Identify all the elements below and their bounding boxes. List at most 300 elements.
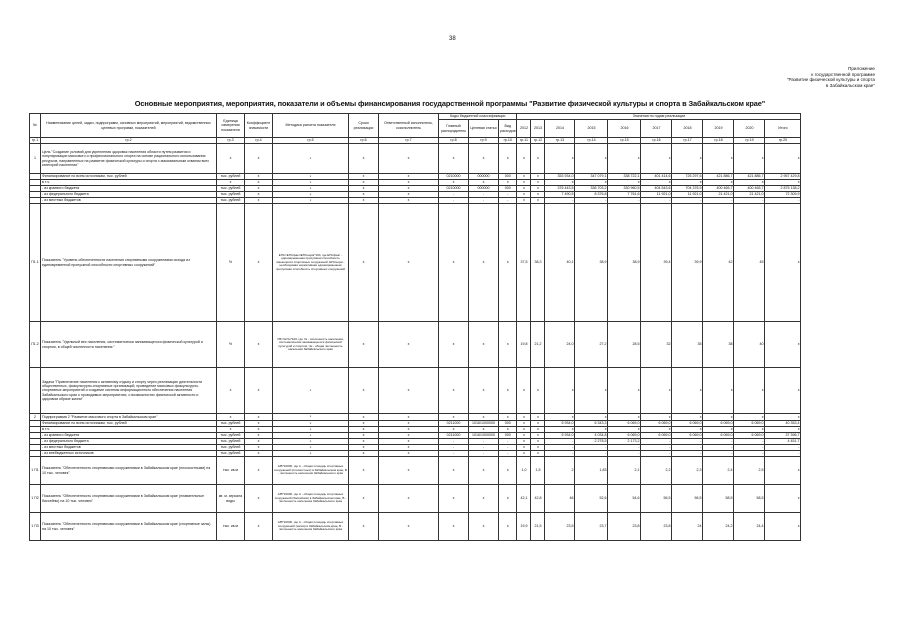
table-cell: х: [245, 192, 273, 198]
table-cell: х: [245, 421, 273, 427]
table-cell: -: [608, 198, 641, 204]
table-cell: х: [672, 414, 703, 421]
column-number: гр.5: [273, 138, 349, 144]
table-cell: х: [349, 513, 379, 541]
table-cell: 40,1: [545, 204, 575, 322]
table-cell: х: [379, 192, 439, 198]
table-cell: х: [379, 368, 439, 414]
table-cell: х: [349, 421, 379, 427]
table-cell: х: [439, 485, 469, 513]
header-year: 2012: [517, 120, 531, 138]
table-cell: 6 069,0: [641, 421, 672, 427]
table-cell: х: [379, 451, 439, 457]
table-cell: 4 451,7: [765, 439, 801, 445]
table-cell: 0210000: [439, 186, 469, 192]
table-row: [30, 322, 801, 368]
table-cell: х: [531, 414, 545, 421]
table-cell: х: [499, 204, 517, 322]
table-cell: 2 957 429,8: [765, 174, 801, 180]
table-cell: 400 465,7: [734, 186, 765, 192]
table-cell: 0211000: [439, 433, 469, 439]
header-year: 2020: [734, 120, 765, 138]
table-row: [30, 414, 801, 421]
row-name: Подпрограмма 2 "Развитие массового спорта в Забайкальском крае": [41, 414, 217, 421]
header-method: Методика расчета показателя: [273, 114, 349, 138]
table-cell: х: [349, 144, 379, 174]
row-name: - из внебюджетных источников: [41, 451, 217, 457]
table-cell: -: [672, 451, 703, 457]
table-cell: х: [439, 180, 469, 186]
table-cell: х: [245, 427, 273, 433]
table-cell: -: [641, 451, 672, 457]
table-cell: 6 069,0: [641, 433, 672, 439]
table-cell: х: [765, 144, 801, 174]
table-cell: х: [499, 485, 517, 513]
table-cell: 27,2: [575, 322, 608, 368]
table-cell: х: [349, 414, 379, 421]
table-cell: 000: [499, 421, 517, 427]
table-cell: х: [349, 192, 379, 198]
table-cell: 1,5: [531, 457, 545, 485]
table-cell: 000: [499, 186, 517, 192]
row-name: Показатель "Обеспеченность спортивными сооружениями в Забайкальском крае (плоскостными) на 10 тыс. человек": [41, 457, 217, 485]
table-cell: х: [349, 427, 379, 433]
table-cell: 11 921,0: [672, 192, 703, 198]
table-cell: -: [575, 445, 608, 451]
table-cell: 404 543,6: [641, 186, 672, 192]
table-cell: 330 960,5: [608, 186, 641, 192]
table-cell: 2: [545, 457, 575, 485]
table-cell: %: [217, 322, 245, 368]
table-cell: -: [703, 445, 734, 451]
table-cell: х: [379, 513, 439, 541]
table-cell: 704 376,9: [672, 186, 703, 192]
table-cell: 2,4: [703, 457, 734, 485]
table-cell: х: [672, 368, 703, 414]
table-cell: 56,5: [672, 485, 703, 513]
table-cell: х: [575, 414, 608, 421]
table-cell: -: [545, 198, 575, 204]
table-cell: х: [734, 414, 765, 421]
table-cell: 58,5: [703, 485, 734, 513]
table-cell: 5 934,0: [545, 421, 575, 427]
table-cell: х: [379, 322, 439, 368]
table-cell: 0210000: [439, 174, 469, 180]
table-cell: 421 886,7: [734, 174, 765, 180]
table-cell: х: [349, 368, 379, 414]
table-cell: 42: [703, 204, 734, 322]
table-cell: х: [517, 198, 531, 204]
document-title: Основные мероприятия, мероприятия, показатели и объемы финансирования государственной программы "Развитие физической культуры и спорта в Забайкальском крае": [134, 99, 766, 108]
table-cell: -: [703, 439, 734, 445]
table-cell: -: [765, 451, 801, 457]
table-cell: 38: [703, 322, 734, 368]
table-cell: -: [641, 439, 672, 445]
table-cell: х: [517, 144, 531, 174]
table-cell: х: [245, 513, 273, 541]
table-cell: х: [672, 427, 703, 433]
table-cell: х: [765, 368, 801, 414]
column-number: гр.20: [765, 138, 801, 144]
table-cell: х: [217, 414, 245, 421]
table-cell: х: [379, 485, 439, 513]
table-cell: х: [517, 368, 531, 414]
table-cell: х: [379, 198, 439, 204]
table-cell: 28,5: [608, 322, 641, 368]
header-year: 2017: [641, 120, 672, 138]
table-cell: х: [531, 198, 545, 204]
table-cell: А/В*10000, где А - общая площадь спортивных сооружений (бассейнов) в Забайкальском крае, В - численность населения Забайкальского края: [273, 485, 349, 513]
table-cell: 6 069,0: [608, 433, 641, 439]
table-cell: х: [379, 186, 439, 192]
table-cell: -: [608, 445, 641, 451]
page-number: 38: [449, 36, 456, 42]
table-cell: х: [517, 445, 531, 451]
table-cell: х: [517, 433, 531, 439]
table-cell: 4 034,8: [575, 433, 608, 439]
table-cell: х: [349, 439, 379, 445]
table-cell: 56,5: [641, 485, 672, 513]
table-cell: х: [379, 439, 439, 445]
table-cell: х: [517, 192, 531, 198]
table-cell: х: [517, 414, 531, 421]
header-period: Сроки реализации: [349, 114, 379, 138]
table-cell: 376 443,5: [545, 186, 575, 192]
table-cell: х: [217, 427, 245, 433]
table-cell: 11 921,0: [641, 192, 672, 198]
table-cell: -: [608, 451, 641, 457]
table-cell: х: [245, 180, 273, 186]
table-cell: 6 069,0: [703, 421, 734, 427]
table-cell: 336 703,2: [575, 186, 608, 192]
row-name: - из федерального бюджета: [41, 192, 217, 198]
table-cell: -: [469, 451, 499, 457]
table-cell: тыс. рублей: [217, 451, 245, 457]
approval-line: "Развитие физической культуры и спорта: [786, 77, 875, 83]
table-cell: х: [469, 204, 499, 322]
table-cell: х: [469, 180, 499, 186]
table-cell: х: [439, 513, 469, 541]
row-name: Показатель "Обеспеченность спортивными сооружениями в Забайкальском крае (спортивные залы) на 10 тыс. человек": [41, 513, 217, 541]
table-cell: 37 396,7: [765, 433, 801, 439]
table-cell: х: [273, 174, 349, 180]
table-cell: -: [469, 439, 499, 445]
table-cell: х: [245, 451, 273, 457]
table-cell: х: [765, 485, 801, 513]
table-row: [30, 368, 801, 414]
table-cell: 35: [672, 322, 703, 368]
row-number: [30, 368, 41, 414]
table-row: [30, 485, 801, 513]
table-cell: х: [349, 198, 379, 204]
table-cell: х: [469, 457, 499, 485]
table-cell: х: [499, 427, 517, 433]
table-cell: 000000: [469, 186, 499, 192]
table-cell: %: [217, 204, 245, 322]
table-cell: 347 079,1: [575, 174, 608, 180]
table-cell: -: [469, 445, 499, 451]
table-cell: -: [734, 198, 765, 204]
table-cell: тыс. рублей: [217, 186, 245, 192]
table-cell: х: [531, 174, 545, 180]
row-number: 2: [30, 414, 41, 421]
table-cell: х: [765, 414, 801, 421]
table-cell: -: [672, 445, 703, 451]
table-cell: х: [245, 445, 273, 451]
row-number: П1.2: [30, 322, 41, 368]
column-number: гр.12: [531, 138, 545, 144]
table-cell: х: [641, 180, 672, 186]
table-cell: х: [273, 144, 349, 174]
table-cell: 6 069,0: [608, 421, 641, 427]
table-cell: х: [349, 457, 379, 485]
table-cell: х: [641, 427, 672, 433]
table-cell: -: [499, 192, 517, 198]
table-cell: -: [641, 445, 672, 451]
column-number: гр.13: [545, 138, 575, 144]
table-cell: 38,9: [608, 204, 641, 322]
table-cell: тыс. рублей: [217, 445, 245, 451]
table-cell: А/В*10000, где А - общая площадь спортивных сооружений (залов) в Забайкальском крае, В - численность населения Забайкальского края: [273, 513, 349, 541]
table-cell: х: [349, 445, 379, 451]
table-cell: 23,5: [545, 513, 575, 541]
column-number: гр.7: [379, 138, 439, 144]
table-cell: -: [499, 451, 517, 457]
table-cell: х: [349, 186, 379, 192]
table-cell: х: [703, 427, 734, 433]
table-cell: тыс. кв.м: [217, 513, 245, 541]
table-cell: х: [765, 457, 801, 485]
approval-line: к государственной программе: [811, 71, 875, 77]
table-cell: тыс. рублей: [217, 421, 245, 427]
table-cell: -: [575, 451, 608, 457]
table-cell: -: [439, 451, 469, 457]
table-cell: х: [765, 204, 801, 322]
table-cell: тыс. рублей: [217, 439, 245, 445]
table-cell: 1016/1000000: [469, 421, 499, 427]
table-cell: 23,8: [608, 513, 641, 541]
header-year: 2018: [672, 120, 703, 138]
column-number: гр.16: [641, 138, 672, 144]
table-cell: 72 309,9: [765, 192, 801, 198]
table-cell: 24,0: [545, 322, 575, 368]
table-cell: -: [469, 192, 499, 198]
table-cell: х: [641, 414, 672, 421]
table-cell: х: [765, 180, 801, 186]
header-resp: Ответственный исполнитель, соисполнитель: [379, 114, 439, 138]
header-num: №: [30, 114, 41, 138]
table-cell: 23,7: [575, 513, 608, 541]
table-cell: х: [765, 427, 801, 433]
table-cell: х: [217, 368, 245, 414]
header-budget-codes: Коды бюджетной классификации: [439, 114, 517, 120]
table-cell: х: [517, 186, 531, 192]
row-number: 1: [30, 144, 41, 174]
table-cell: х: [469, 485, 499, 513]
column-number: гр.9: [469, 138, 499, 144]
table-cell: 000: [499, 433, 517, 439]
header-name: Наименование целей, задач, подпрограмм, основных мероприятий, мероприятий, ведомственных целевых программ, показателей: [41, 114, 217, 138]
table-cell: х: [531, 421, 545, 427]
table-cell: х: [545, 427, 575, 433]
table-cell: х: [245, 144, 273, 174]
table-cell: 21,5: [531, 513, 545, 541]
table-cell: х: [245, 433, 273, 439]
table-row: [30, 144, 801, 174]
table-cell: 8 376,8: [575, 192, 608, 198]
table-cell: 353 934,0: [545, 174, 575, 180]
row-number: 1 П3: [30, 513, 41, 541]
table-cell: тыс. кв.м: [217, 457, 245, 485]
table-cell: 38,9: [575, 204, 608, 322]
table-cell: х: [349, 180, 379, 186]
table-cell: 7 490,5: [545, 192, 575, 198]
table-cell: 6 343,3: [575, 421, 608, 427]
table-cell: х: [245, 198, 273, 204]
row-name: - из краевого бюджета: [41, 433, 217, 439]
approval-stamp: [690, 66, 875, 88]
table-cell: х: [499, 368, 517, 414]
table-cell: х: [273, 180, 349, 186]
table-cell: х: [379, 204, 439, 322]
table-cell: 400 465,7: [703, 186, 734, 192]
table-cell: х: [531, 192, 545, 198]
table-cell: х: [703, 144, 734, 174]
table-cell: х: [575, 427, 608, 433]
row-name: Финансирование по всем источникам, тыс. рублей: [41, 174, 217, 180]
table-cell: х: [349, 485, 379, 513]
table-cell: х: [499, 513, 517, 541]
table-cell: х: [545, 414, 575, 421]
table-cell: х: [734, 368, 765, 414]
table-cell: х: [531, 439, 545, 445]
table-cell: х: [349, 174, 379, 180]
table-cell: 39,9: [672, 204, 703, 322]
row-number: 1 П2: [30, 485, 41, 513]
column-number: гр.14: [575, 138, 608, 144]
table-cell: х: [245, 322, 273, 368]
table-cell: х: [575, 144, 608, 174]
table-cell: 54,6: [608, 485, 641, 513]
table-cell: -: [575, 198, 608, 204]
column-number: гр.19: [734, 138, 765, 144]
table-cell: х: [703, 368, 734, 414]
header-year: 2019: [703, 120, 734, 138]
table-cell: ЕПС=ЕПСфакт/ЕПСнорм*100, где ЕПСфакт - единовременная пропускная способность имеющихся спортивных сооружений, ЕПСнорм - необходимая нормативная единовременная пропускная способность спортивных сооружений: [273, 204, 349, 322]
table-cell: -: [703, 451, 734, 457]
row-name: - из краевого бюджета: [41, 186, 217, 192]
header-year: 2016: [608, 120, 641, 138]
row-name: в т.ч.: [41, 427, 217, 433]
table-cell: х: [672, 144, 703, 174]
table-cell: х: [245, 204, 273, 322]
table-cell: х: [439, 204, 469, 322]
table-cell: х: [245, 485, 273, 513]
table-cell: -: [765, 198, 801, 204]
table-cell: х: [545, 180, 575, 186]
table-cell: -: [499, 445, 517, 451]
table-cell: 21 421,0: [734, 192, 765, 198]
table-cell: х: [517, 439, 531, 445]
table-cell: х: [517, 451, 531, 457]
table-cell: 45: [734, 204, 765, 322]
table-cell: х: [439, 144, 469, 174]
table-cell: 1016/1000000: [469, 433, 499, 439]
table-cell: 6 069,0: [734, 433, 765, 439]
column-number: гр.4: [245, 138, 273, 144]
table-cell: х: [499, 322, 517, 368]
table-cell: х: [608, 368, 641, 414]
row-name: Задача "Привлечение населения к активному отдыху и спорту через реализацию деятельности общественных, физкультурно-спортивных организаций, проведение массовых физкультурно-спортивных мероприятий и создание системы информационного обеспечения населения Забайкальского края о проводимых мероприятиях, о возможностях физической активности и здоровом образе жизни": [41, 368, 217, 414]
table-cell: х: [217, 144, 245, 174]
table-cell: 19,9: [517, 513, 531, 541]
table-cell: х: [608, 180, 641, 186]
header-total: Итого: [765, 120, 801, 138]
table-cell: 42,1: [517, 485, 531, 513]
table-cell: х: [379, 421, 439, 427]
table-cell: х: [439, 414, 469, 421]
header-values: Значения по годам реализации: [517, 114, 801, 120]
table-cell: х: [734, 180, 765, 186]
table-cell: 5 934,0: [545, 433, 575, 439]
row-name: - из федерального бюджета: [41, 439, 217, 445]
table-cell: х: [273, 414, 349, 421]
table-cell: 401 414,6: [641, 174, 672, 180]
table-cell: х: [379, 457, 439, 485]
table-cell: х: [273, 445, 349, 451]
column-number: гр.15: [608, 138, 641, 144]
table-cell: А/В*10000, где А - общая площадь спортивных сооружений (плоскостных) в Забайкальском крае, В - численность населения Забайкальского края: [273, 457, 349, 485]
table-cell: 1,0: [517, 457, 531, 485]
header-unit: Единица измерения показателя: [217, 114, 245, 138]
table-cell: х: [765, 322, 801, 368]
table-cell: -: [469, 198, 499, 204]
table-cell: х: [349, 204, 379, 322]
table-cell: 38,3: [531, 204, 545, 322]
table-cell: х: [439, 368, 469, 414]
table-cell: х: [531, 144, 545, 174]
table-cell: х: [531, 451, 545, 457]
row-name: - из местных бюджетов: [41, 198, 217, 204]
table-cell: х: [379, 433, 439, 439]
table-cell: х: [273, 433, 349, 439]
table-cell: 39,4: [641, 204, 672, 322]
table-cell: х: [273, 421, 349, 427]
table-cell: х: [517, 174, 531, 180]
row-number: П1.1: [30, 204, 41, 322]
table-cell: тыс. рублей: [217, 174, 245, 180]
table-cell: х: [499, 144, 517, 174]
table-cell: -: [545, 451, 575, 457]
table-cell: х: [517, 180, 531, 186]
table-cell: х: [469, 414, 499, 421]
table-cell: х: [734, 144, 765, 174]
program-table: [29, 113, 801, 541]
table-cell: х: [273, 186, 349, 192]
table-cell: х: [531, 445, 545, 451]
table-cell: 52,6: [575, 485, 608, 513]
table-cell: 2 173,2: [608, 439, 641, 445]
table-cell: -: [703, 198, 734, 204]
table-cell: 32: [641, 322, 672, 368]
table-cell: х: [734, 427, 765, 433]
table-cell: х: [545, 368, 575, 414]
table-cell: х: [273, 427, 349, 433]
table-cell: 2,5: [734, 457, 765, 485]
table-cell: -: [439, 198, 469, 204]
table-cell: х: [641, 368, 672, 414]
table-cell: -: [545, 439, 575, 445]
